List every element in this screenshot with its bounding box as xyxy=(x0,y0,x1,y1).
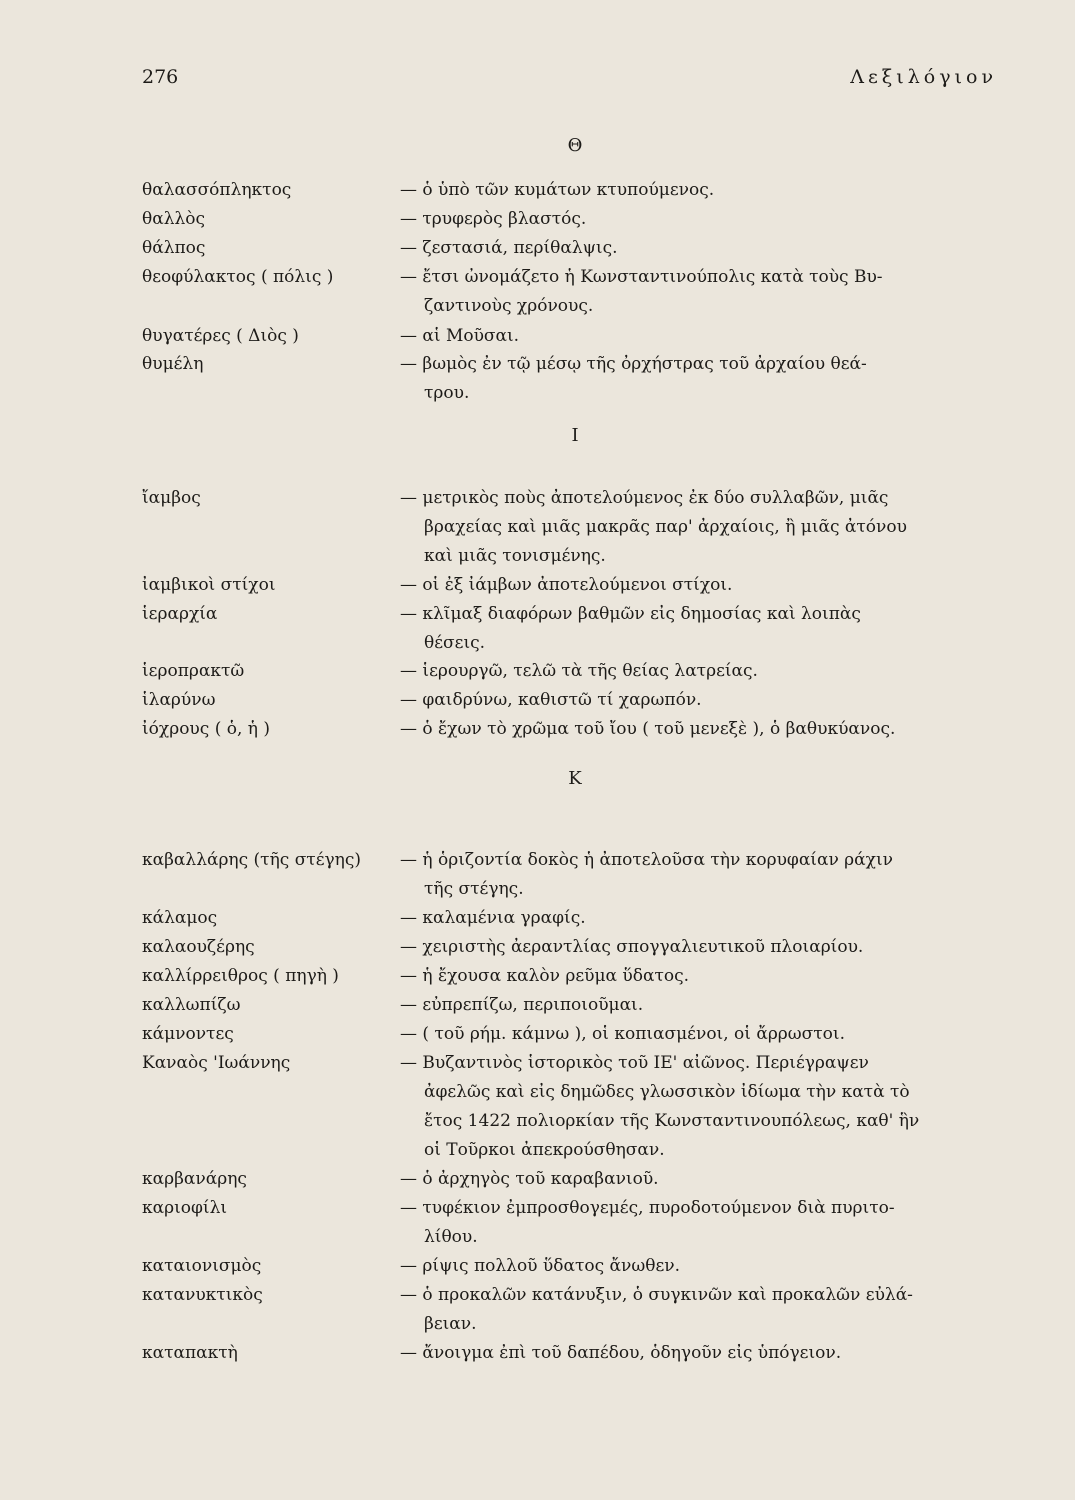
entry-definition xyxy=(400,234,990,263)
entry-definition xyxy=(400,657,990,686)
entry-definition xyxy=(400,991,990,1020)
entry-definition xyxy=(400,1194,990,1252)
definition-line: — αἱ Μοῦσαι. xyxy=(400,326,520,346)
entry-term: θαλασσόπληκτος xyxy=(142,180,292,200)
definition-line: — φαιδρύνω, καθιστῶ τί χαρωπόν. xyxy=(400,690,702,710)
definition-line: — ὁ ἔχων τὸ χρῶμα τοῦ ἴου ( τοῦ μενεξὲ ), ὁ βαθυκύανος. xyxy=(400,719,896,739)
entry-term: καλλίρρειθρος ( πηγὴ ) xyxy=(142,966,339,986)
entry-definition xyxy=(400,715,990,744)
definition-line: ζαντινοὺς χρόνους. xyxy=(424,296,594,316)
entry-term: ἴαμβος xyxy=(142,488,201,508)
entry-definition xyxy=(400,846,990,904)
entry-term: ἱλαρύνω xyxy=(142,690,216,710)
entry-definition xyxy=(400,176,990,205)
definition-line: — ἄνοιγμα ἐπὶ τοῦ δαπέδου, ὁδηγοῦν εἰς ὑπόγειον. xyxy=(400,1343,842,1363)
entry-definition xyxy=(400,263,990,321)
entry-definition xyxy=(400,962,990,991)
entry-term: θεοφύλακτος ( πόλις ) xyxy=(142,267,334,287)
entry-definition xyxy=(400,1165,990,1194)
running-title: Λεξιλόγιον xyxy=(850,66,997,88)
definition-line: — κλῖμαξ διαφόρων βαθμῶν εἰς δημοσίας καὶ λοιπὰς xyxy=(400,604,861,624)
definition-line: — ζεστασιά, περίθαλψις. xyxy=(400,238,618,258)
entry-term: καλλωπίζω xyxy=(142,995,241,1015)
entry-definition xyxy=(400,1339,990,1368)
page-header xyxy=(142,66,997,96)
entry-term: ἱεροπρακτῶ xyxy=(142,661,245,681)
definition-line: — ἱερουργῶ, τελῶ τὰ τῆς θείας λατρείας. xyxy=(400,661,758,681)
definition-line: οἱ Τοῦρκοι ἀπεκρούσθησαν. xyxy=(424,1140,665,1160)
entry-term: καταιονισμὸς xyxy=(142,1256,262,1276)
definition-line: — βωμὸς ἐν τῷ μέσῳ τῆς ὀρχήστρας τοῦ ἀρχαίου θεά- xyxy=(400,354,867,374)
entry-term: ἰαμβικοὶ στίχοι xyxy=(142,575,276,595)
entry-term: ἰόχρους ( ὁ, ἡ ) xyxy=(142,719,270,739)
entry-term: θαλλὸς xyxy=(142,209,206,229)
entry-definition xyxy=(400,350,990,408)
definition-line: — εὐπρεπίζω, περιποιοῦμαι. xyxy=(400,995,644,1015)
entry-term: κάλαμος xyxy=(142,908,218,928)
entry-term: Καναὸς 'Ιωάννης xyxy=(142,1053,291,1073)
entry-term: κατανυκτικὸς xyxy=(142,1285,263,1305)
entry-definition xyxy=(400,205,990,234)
entry-term: καριοφίλι xyxy=(142,1198,228,1218)
definition-line: — ὁ ὑπὸ τῶν κυμάτων κτυπούμενος. xyxy=(400,180,715,200)
definition-line: ἀφελῶς καὶ εἰς δημῶδες γλωσσικὸν ἰδίωμα τὴν κατὰ τὸ xyxy=(424,1082,910,1102)
entry-term: καβαλλάρης (τῆς στέγης) xyxy=(142,850,362,870)
entry-definition xyxy=(400,1252,990,1281)
page-number: 276 xyxy=(142,66,179,88)
definition-line: — ρίψις πολλοῦ ὕδατος ἄνωθεν. xyxy=(400,1256,680,1276)
definition-line: — ὁ προκαλῶν κατάνυξιν, ὁ συγκινῶν καὶ προκαλῶν εὐλά- xyxy=(400,1285,913,1305)
definition-line: τῆς στέγης. xyxy=(424,879,524,899)
entry-definition xyxy=(400,1049,990,1165)
entry-definition xyxy=(400,322,990,351)
definition-line: — ὁ ἀρχηγὸς τοῦ καραβανιοῦ. xyxy=(400,1169,659,1189)
definition-line: βραχείας καὶ μιᾶς μακρᾶς παρ' ἀρχαίοις, ἢ μιᾶς ἀτόνου xyxy=(424,517,907,537)
entry-term: θυμέλη xyxy=(142,354,204,374)
section-letter: Κ xyxy=(568,768,582,789)
entry-definition xyxy=(400,904,990,933)
definition-line: λίθου. xyxy=(424,1227,478,1247)
entry-term: καλαουζέρης xyxy=(142,937,255,957)
definition-line: — οἱ ἐξ ἰάμβων ἀποτελούμενοι στίχοι. xyxy=(400,575,733,595)
definition-line: — ἡ ἔχουσα καλὸν ρεῦμα ὕδατος. xyxy=(400,966,690,986)
definition-line: καὶ μιᾶς τονισμένης. xyxy=(424,546,606,566)
entry-definition xyxy=(400,571,990,600)
definition-line: — ( τοῦ ρήμ. κάμνω ), οἱ κοπιασμένοι, οἱ ἄρρωστοι. xyxy=(400,1024,845,1044)
definition-line: — τρυφερὸς βλαστός. xyxy=(400,209,587,229)
section-letter: Ι xyxy=(571,425,579,446)
definition-line: — τυφέκιον ἐμπροσθογεμές, πυροδοτούμενον διὰ πυριτο- xyxy=(400,1198,895,1218)
entry-definition xyxy=(400,686,990,715)
entry-term: ἱεραρχία xyxy=(142,604,218,624)
definition-line: — Βυζαντινὸς ἱστορικὸς τοῦ ΙΕ' αἰῶνος. Περιέγραψεν xyxy=(400,1053,869,1073)
definition-line: — μετρικὸς ποὺς ἀποτελούμενος ἐκ δύο συλλαβῶν, μιᾶς xyxy=(400,488,889,508)
entry-term: καρβανάρης xyxy=(142,1169,247,1189)
definition-line: τρου. xyxy=(424,383,470,403)
entry-term: θυγατέρες ( Διὸς ) xyxy=(142,326,299,346)
entry-definition xyxy=(400,600,990,658)
entry-term: καταπακτὴ xyxy=(142,1343,238,1363)
definition-line: — ἔτσι ὠνομάζετο ἡ Κωνσταντινούπολις κατὰ τοὺς Βυ- xyxy=(400,267,883,287)
entry-definition xyxy=(400,933,990,962)
definition-line: — καλαμένια γραφίς. xyxy=(400,908,586,928)
entry-term: θάλπος xyxy=(142,238,206,258)
definition-line: — χειριστὴς ἀεραντλίας σπογγαλιευτικοῦ πλοιαρίου. xyxy=(400,937,864,957)
definition-line: — ἡ ὁριζοντία δοκὸς ἡ ἀποτελοῦσα τὴν κορυφαίαν ράχιν xyxy=(400,850,893,870)
entry-definition xyxy=(400,484,990,571)
section-letter: Θ xyxy=(567,135,583,156)
entry-definition xyxy=(400,1281,990,1339)
entry-definition xyxy=(400,1020,990,1049)
entry-term: κάμνοντες xyxy=(142,1024,234,1044)
definition-line: βειαν. xyxy=(424,1314,477,1334)
definition-line: ἔτος 1422 πολιορκίαν τῆς Κωνσταντινουπόλεως, καθ' ἣν xyxy=(424,1111,920,1131)
definition-line: θέσεις. xyxy=(424,633,486,653)
